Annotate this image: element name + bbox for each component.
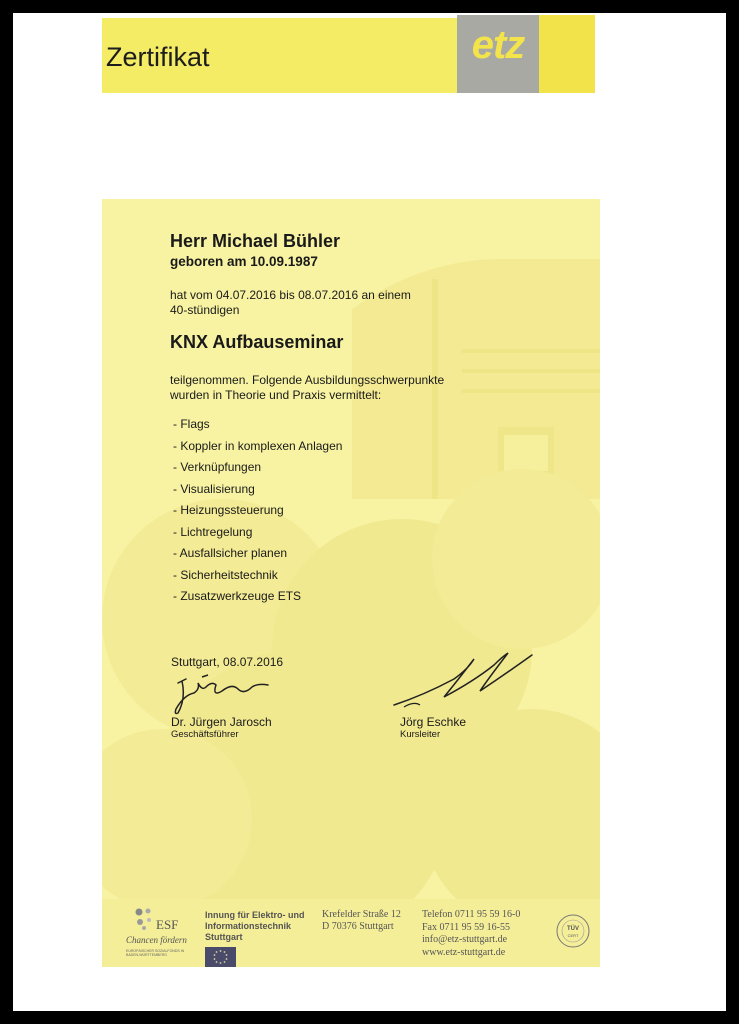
course-period-line: 40-stündigen (170, 303, 240, 317)
esf-tagline: Chancen fördern (126, 935, 187, 945)
topics-intro (170, 373, 490, 403)
innung-text (205, 910, 305, 943)
course-period (170, 288, 490, 318)
signer-role: Kursleiter (400, 729, 441, 740)
topics-intro-line: wurden in Theorie und Praxis vermittelt: (170, 388, 382, 402)
tuv-text: TÜV (567, 926, 579, 932)
topic-item: - Koppler in komplexen Anlagen (173, 438, 343, 453)
etz-logo (457, 15, 595, 93)
course-period-line: hat vom 04.07.2016 bis 08.07.2016 an einem (170, 288, 411, 302)
certificate-page (13, 13, 726, 1011)
contact-phone: Telefon 0711 95 59 16-0 (422, 909, 521, 920)
topic-item: - Visualisierung (173, 481, 255, 496)
signer-role: Geschäftsführer (171, 729, 239, 740)
certificate-body (102, 199, 600, 967)
eu-stars-icon (205, 947, 236, 967)
signature-eschke (384, 645, 534, 715)
recipient-name: Herr Michael Bühler (170, 231, 341, 251)
recipient-birthdate: geboren am 10.09.1987 (170, 254, 318, 269)
esf-subtitle: EUROPÄISCHER SOZIALFONDS IN BADEN-WÜRTTEMBERG (126, 949, 185, 957)
esf-dots-icon (134, 907, 156, 931)
signature-jarosch (172, 669, 292, 719)
eu-flag-icon (205, 947, 236, 967)
esf-logo (126, 907, 188, 963)
topic-item: - Verknüpfungen (173, 460, 262, 474)
topics-intro-line: teilgenommen. Folgende Ausbildungsschwerpunkte (170, 373, 445, 387)
place-and-date: Stuttgart, 08.07.2016 (171, 655, 284, 669)
footer (102, 897, 600, 967)
course-title: KNX Aufbauseminar (170, 332, 344, 352)
topic-item: - Ausfallsicher planen (173, 546, 288, 560)
address-line: Krefelder Straße 12 (322, 909, 401, 920)
address (322, 909, 401, 933)
signer-name: Jörg Eschke (400, 715, 467, 729)
tuv-cert-text: CERT (567, 933, 579, 938)
signer-name: Dr. Jürgen Jarosch (171, 715, 272, 729)
topic-item: - Flags (173, 417, 210, 431)
innung-line: Innung für Elektro- und (205, 910, 305, 920)
topics-list (173, 417, 342, 611)
certificate-title: Zertifikat (106, 42, 210, 72)
innung-line: Stuttgart (205, 932, 243, 942)
address-line: D 70376 Stuttgart (322, 921, 394, 932)
contact-website: www.etz-stuttgart.de (422, 946, 506, 958)
tuv-cert-seal-icon (555, 913, 591, 949)
esf-letters: ESF (156, 917, 179, 932)
logo-gray-block (457, 15, 539, 93)
contact-info (422, 909, 520, 959)
innung-line: Informationstechnik (205, 921, 292, 931)
contact-email: info@etz-stuttgart.de (422, 934, 508, 945)
topic-item: - Sicherheitstechnik (173, 567, 278, 582)
header-band (102, 18, 595, 93)
topic-item: - Zusatzwerkzeuge ETS (173, 589, 302, 603)
topic-item: - Lichtregelung (173, 524, 253, 539)
logo-text: etz (471, 23, 525, 67)
topic-item: - Heizungssteuerung (173, 503, 284, 517)
contact-fax: Fax 0711 95 59 16-55 (422, 921, 510, 933)
